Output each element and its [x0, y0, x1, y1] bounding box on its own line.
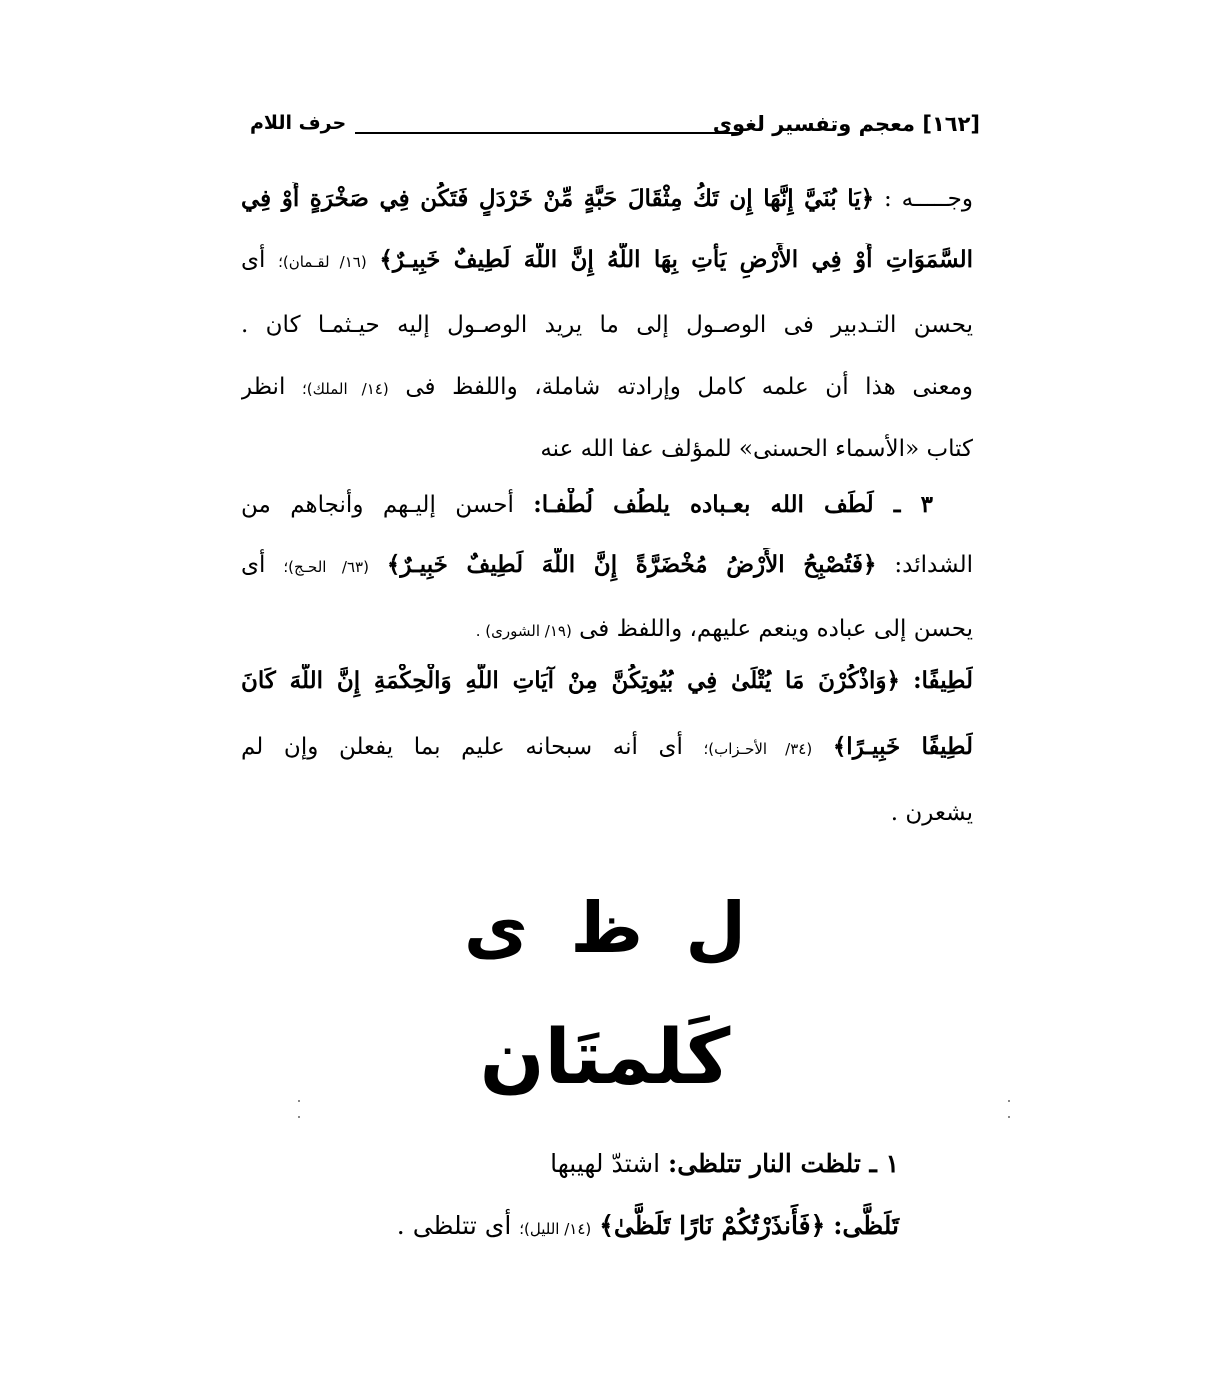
quran-quote-2: السَّمَوَاتِ أَوْ فِي الأَرْضِ يَأْتِ بِهَا اللَّهُ إِنَّ اللَّهَ لَطِيفٌ خَبِيـرٌ﴾	[379, 246, 973, 273]
text-line-10	[241, 730, 973, 766]
entry-2-text: أى تتلظى .	[396, 1211, 512, 1240]
scan-speck	[298, 1100, 300, 1102]
line7-lead: الشدائد:	[894, 552, 973, 578]
text-line-7	[241, 548, 973, 584]
line2-tail: أى	[241, 247, 266, 273]
line4-text: ومعنى هذا أن علمه كامل وإرادته شاملة، واللفظ فى	[405, 374, 973, 400]
citation-layl: (١٤/ الليل)؛	[519, 1220, 592, 1238]
quran-quote-3: ﴿فَتُصْبِحُ الأَرْضُ مُخْضَرَّةً إِنَّ اللَّهَ لَطِيفٌ خَبِيـرٌ﴾	[386, 551, 877, 578]
text-line-2	[241, 243, 973, 279]
quran-quote-5: لَطِيفًا خَبِيـرًا﴾	[832, 733, 973, 760]
entry-1-line	[550, 1146, 899, 1182]
citation-shura: (١٩/ الشورى) .	[475, 622, 572, 640]
quran-quote-4: ﴿وَاذْكُرْنَ مَا يُتْلَىٰ فِي بُيُوتِكُنَّ مِنْ آيَاتِ اللَّهِ وَالْحِكْمَةِ إِنَّ اللَّهَ كَانَ	[241, 667, 900, 694]
running-head	[240, 112, 980, 152]
line1-lead: وجـــــه :	[884, 186, 973, 212]
text-line-8	[241, 612, 973, 648]
quran-quote-6: ﴿فَأَنذَرْتُكُمْ نَارًا تَلَظَّىٰ﴾	[599, 1211, 826, 1240]
entry-2-line	[397, 1208, 899, 1247]
text-line-4	[241, 370, 973, 406]
scan-speck	[1008, 1100, 1010, 1102]
text-line-3: يحسن التـدبير فى الوصـول إلى ما يريد الوصـول إليه حيـثمـا كان .	[241, 312, 973, 338]
text-line-6	[241, 488, 973, 522]
text-line-11: يشعرن .	[890, 800, 973, 826]
line8-text: يحسن إلى عباده وينعم عليهم، واللفظ فى	[579, 616, 973, 642]
entry-heading-3: ٣ ـ لَطَف الله بعـباده يلطُف لُطْفـا:	[533, 491, 933, 518]
line4-tail: انظر	[241, 374, 286, 400]
line10-text: أى أنه سبحانه عليم بما يفعلن وإن لم	[241, 734, 683, 760]
line7-tail: أى	[241, 552, 266, 578]
citation-ahzab: (٣٤/ الأحـزاب)؛	[703, 740, 813, 758]
entry-1-text: اشتدّ لهيبها	[550, 1149, 661, 1178]
entry-heading-latifan: لَطِيفًا:	[913, 667, 973, 694]
root-letters-heading: ل ظ ى	[463, 887, 747, 969]
text-line-1	[241, 182, 973, 216]
section-name: حرف اللام	[250, 112, 347, 134]
entry-heading-1: ١ ـ تلظت النار تتلظى:	[667, 1149, 899, 1178]
scan-speck	[1008, 1116, 1010, 1118]
citation-luqman: (١٦/ لقـمان)؛	[278, 253, 367, 271]
citation-mulk: (١٤/ الملك)؛	[301, 380, 389, 398]
citation-hajj: (٦٣/ الحـج)؛	[283, 558, 369, 576]
word-count-heading: كَلمتَان	[479, 1012, 731, 1101]
line6-text: أحسن إليـهم وأنجاهم من	[241, 492, 514, 518]
quran-quote-1: ﴿يَا بُنَيَّ إِنَّهَا إِن تَكُ مِثْقَالَ حَبَّةٍ مِّنْ خَرْدَلٍ فَتَكُن فِي صَخْرَةٍ أَوْ فِي	[241, 185, 875, 212]
header-rule	[355, 132, 740, 134]
text-line-5: كتاب «الأسماء الحسنى» للمؤلف عفا الله عنه	[540, 436, 973, 462]
page-reference: [١٦٢] معجم وتفسير لغوى	[712, 112, 980, 136]
text-line-9	[241, 664, 973, 698]
scan-speck	[298, 1116, 300, 1118]
entry-heading-2: تَلَظَّى:	[833, 1211, 899, 1240]
